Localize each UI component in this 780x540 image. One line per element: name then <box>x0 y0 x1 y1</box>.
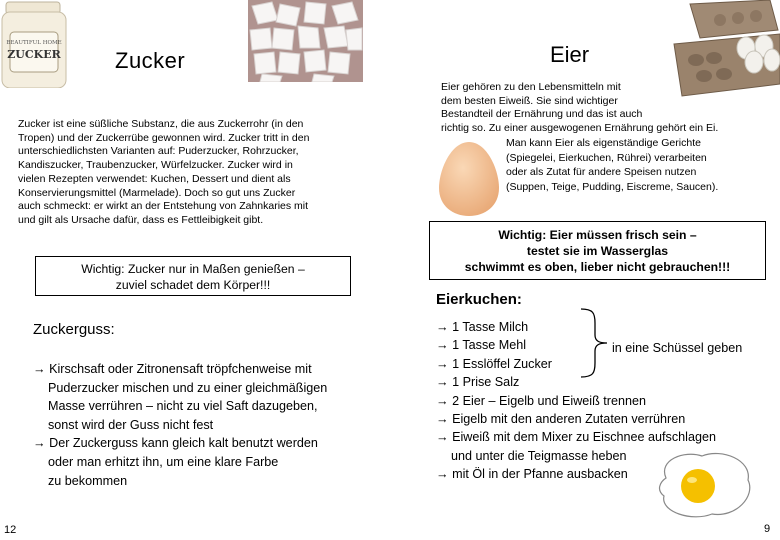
eier-uses <box>506 136 761 195</box>
page-number-right: 9 <box>764 523 771 535</box>
zuckerguss-step: → Der Zuckerguss kann gleich kalt benutzt werden <box>33 436 318 451</box>
eier-uses-line: (Spiegelei, Eierkuchen, Rührei) verarbeiten <box>506 151 707 164</box>
zuckerguss-heading: Zuckerguss: <box>33 321 115 338</box>
zuckerguss-step: Masse verrühren – nicht zu viel Saft dazugeben, <box>48 399 318 414</box>
zucker-intro-line: Konservierungsmittel (Marmelade). Doch so gut uns Zucker <box>18 186 296 199</box>
eier-title: Eier <box>550 42 590 67</box>
zuckerguss-step: Puderzucker mischen und zu einer gleichmäßigen <box>48 380 328 395</box>
eierkuchen-heading: Eierkuchen: <box>436 291 522 308</box>
eierkuchen-step: und unter die Teigmasse heben <box>451 448 627 463</box>
eierkuchen-step: → Eiweiß mit dem Mixer zu Eischnee aufschlagen <box>436 430 716 445</box>
zucker-intro-line: Zucker ist eine süßliche Substanz, die aus Zuckerrohr (in den <box>18 118 304 130</box>
page-number-left: 12 <box>4 524 17 536</box>
eier-warning-line: schwimmt es oben, lieber nicht gebrauchen!!! <box>464 260 731 274</box>
eierkuchen-step: → 1 Tasse Mehl <box>436 338 527 353</box>
zucker-intro-line: und gilt als Ursache dafür, dass es Fettleibigkeit gibt. <box>18 213 264 226</box>
eier-intro-line: Eier gehören zu den Lebensmitteln mit <box>441 81 621 93</box>
zucker-intro <box>18 118 354 228</box>
zuckerguss-step: zu bekommen <box>48 473 128 488</box>
zucker-intro-line: unterschiedlichsten Varianten auf: Puderzucker, Rohrzucker, <box>18 145 299 158</box>
right-brace-icon <box>579 307 609 379</box>
eier-intro-line: richtig so. Zu einer ausgewogenen Ernährung gehört ein Ei. <box>441 122 719 135</box>
zucker-intro-line: auch schmeckt: er wirkt an der Entstehung von Zahnkaries mit <box>18 200 309 213</box>
zucker-intro-line: vielen Rezepten verwendet: Kuchen, Dessert und dient als <box>18 172 291 185</box>
bowl-note: in eine Schüssel geben <box>612 341 743 355</box>
eierkuchen-step: → 2 Eier – Eigelb und Eiweiß trennen <box>436 393 647 408</box>
eier-intro <box>441 81 766 136</box>
eier-warning-line: Wichtig: Eier müssen frisch sein – <box>498 228 697 242</box>
zuckerguss-step: sonst wird der Guss nicht fest <box>48 417 214 432</box>
egg-icon <box>437 140 501 218</box>
sugar-jar-label: ZUCKER <box>7 48 61 61</box>
zucker-title: Zucker <box>115 48 186 73</box>
eierkuchen-step: → mit Öl in der Pfanne ausbacken <box>436 467 628 482</box>
sugar-jar-icon <box>0 0 68 88</box>
zucker-warning-line: zuviel schadet dem Körper!!! <box>115 278 271 292</box>
eier-intro-line: dem besten Eiweiß. Sie sind wichtiger <box>441 94 618 107</box>
sugar-jar-label-top: BEAUTIFUL HOME <box>6 40 62 46</box>
eier-warning-line: testet sie im Wasserglas <box>526 244 669 258</box>
eierkuchen-step: → Eigelb mit den anderen Zutaten verrühren <box>436 412 686 427</box>
eierkuchen-step: → 1 Tasse Milch <box>436 320 529 334</box>
zucker-intro-line: Tropen) und der Zuckerrübe gewonnen wird. Zucker tritt in den <box>18 131 310 144</box>
eierkuchen-step: → 1 Prise Salz <box>436 375 520 390</box>
zuckerguss-steps <box>33 360 363 490</box>
zuckerguss-step: → Kirschsaft oder Zitronensaft tröpfchenweise mit <box>33 362 312 376</box>
zuckerguss-step: oder man erhitzt ihn, um eine klare Farbe <box>48 454 279 469</box>
eier-uses-line: oder als Zutat für andere Speisen nutzen <box>506 166 697 179</box>
eier-uses-line: Man kann Eier als eigenständige Gerichte <box>506 137 701 149</box>
eierkuchen-step: → 1 Esslöffel Zucker <box>436 356 552 371</box>
zucker-intro-line: Kandiszucker, Traubenzucker, Würfelzucker. Zucker wird in <box>18 159 293 172</box>
eier-uses-line: (Suppen, Teige, Pudding, Eiscreme, Saucen). <box>506 181 719 194</box>
zucker-warning-line: Wichtig: Zucker nur in Maßen genießen – <box>81 262 305 276</box>
eier-warning-box <box>429 221 766 280</box>
sugar-cubes-icon <box>248 0 363 82</box>
eier-intro-line: Bestandteil der Ernährung und das ist auch <box>441 108 643 121</box>
zucker-warning-box <box>35 256 351 296</box>
